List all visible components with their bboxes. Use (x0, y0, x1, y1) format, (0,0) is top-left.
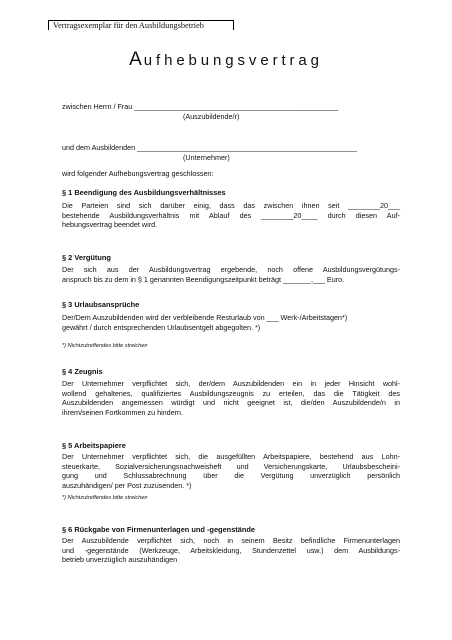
section-1-line-3: hebungsvertrag beendet wird. (62, 220, 158, 230)
section-6-body (62, 536, 400, 565)
section-2-line-2: anspruch bis zu dem in § 1 genannten Beendigungszeitpunkt beträgt _______,___ Euro. (62, 274, 345, 284)
section-5-line-1: Der Unternehmer verpflichtet sich, die ausgefüllten Arbeitspapiere, bestehend aus Lohn- (62, 452, 400, 461)
section-6-heading: § 6 Rückgabe von Firmenunterlagen und -gegenstände (62, 525, 256, 534)
section-5-body (62, 452, 400, 490)
section-1-line-2: bestehende Ausbildungsverhältnis mit Ablauf des ________20____ durch diesen Auf- (62, 210, 400, 220)
section-1-heading: § 1 Beendigung des Ausbildungsverhältnisses (62, 188, 226, 197)
document-title (0, 50, 452, 71)
section-4-line-2: wollend gehaltenes, qualifiziertes Ausbildungszeugnis zu erteilen, das die Tätigkeit des (62, 388, 400, 398)
section-3-footnote: *) Nichtzutreffendes bitte streichen (62, 343, 148, 349)
employer-caption: (Unternehmer) (183, 153, 230, 162)
section-5-line-3: gung und Schlussabrechnung über die Vergütung unverzüglich persönlich (62, 471, 400, 481)
section-1-line-1: Die Parteien sind sich darüber einig, dass das zwischen ihnen seit ________20___ (62, 201, 400, 210)
section-6-line-3: betrieb unverzüglich auszuhändigen (62, 555, 178, 565)
section-2-heading: § 2 Vergütung (62, 253, 111, 262)
section-6-line-2: und -gegenstände (Werkzeuge, Arbeitskleidung, Stundenzettel usw.) dem Ausbildungs- (62, 545, 400, 555)
section-3-heading: § 3 Urlaubsansprüche (62, 300, 140, 309)
section-5-heading: § 5 Arbeitspapiere (62, 441, 126, 450)
section-2-line-1: Der sich aus der Ausbildungsvertrag ergebende, noch offene Ausbildungsvergütungs- (62, 265, 400, 274)
concluded-text: wird folgender Aufhebungsvertrag geschlossen: (62, 169, 214, 178)
title-initial: A (129, 49, 144, 70)
section-5-line-4: auszuhändigen/ per Post zuzusenden. *) (62, 480, 192, 490)
trainee-caption: (Auszubildende/r) (183, 112, 240, 121)
section-2-body (62, 265, 400, 284)
section-4-body (62, 379, 400, 417)
section-1-body (62, 201, 400, 230)
trainee-line: zwischen Herrn / Frau ___________________________________________________ (62, 102, 339, 111)
section-4-heading: § 4 Zeugnis (62, 367, 103, 376)
section-3-line-2: gewährt / durch entsprechenden Urlaubsentgelt abgegolten. *) (62, 322, 261, 332)
section-5-footnote: *) Nichtzutreffendes bitte streichen (62, 495, 148, 501)
section-3-line-1: Der/Dem Auszubildenden wird der verbleibende Resturlaub von ___ Werk-/Arbeitstagen*) (62, 313, 348, 322)
section-4-line-3: Auszubildenden angemessen würdigt und nicht geeignet ist, die/den Auszubildende/n in (62, 398, 400, 408)
section-3-body (62, 313, 400, 332)
employer-line: und dem Ausbildenden _______________________________________________________ (62, 143, 357, 152)
title-rest: ufhebungsvertrag (143, 52, 323, 69)
copy-stamp: Vertragsexemplar für den Ausbildungsbetrieb (48, 20, 234, 30)
section-5-line-2: steuerkarte, Sozialversicherungsnachweisheft und Versicherungskarte, Urlaubsbescheini- (62, 461, 400, 471)
section-6-line-1: Der Auszubildende verpflichtet sich, noch in seinem Besitz befindliche Firmenunterlagen (62, 536, 400, 545)
section-4-line-4: ihrem/seinen Fortkommen zu hindern. (62, 407, 184, 417)
section-4-line-1: Der Unternehmer verpflichtet sich, der/dem Auszubildenden ein in jeder Hinsicht wohl- (62, 379, 400, 388)
